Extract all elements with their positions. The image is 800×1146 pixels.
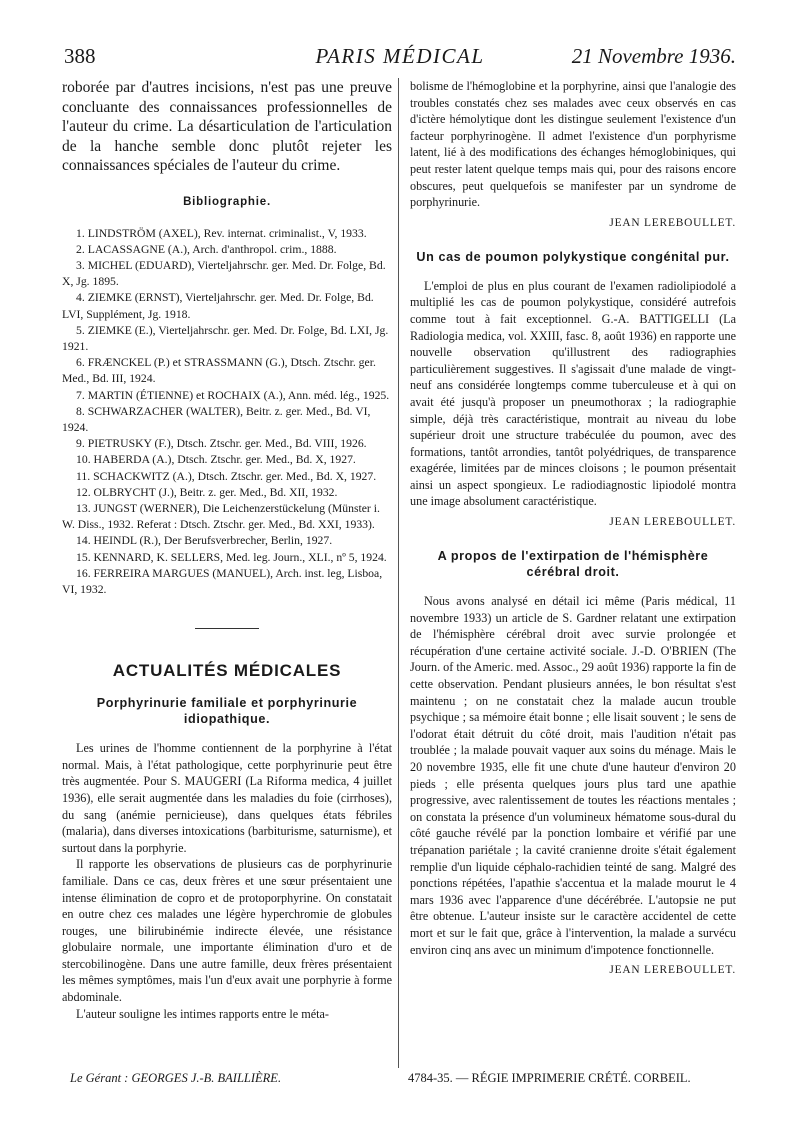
article-paragraph: Nous avons analysé en détail ici même (Paris médical, 11 novembre 1933) un article de S. Gardner relatant une extirpation de l'hémisphère cérébral droit avec survie prolongée et récupération d'une certaine activité sociale. J.-D. O'BRIEN (The Journ. of the Americ. med. Assoc., 29 août 1936) rapporte la fin de cette observation. Pendant plusieurs années, le bon résultat s'est maintenu ; on ne constatait chez la malade aucun trouble psychique ; sa mémoire était bonne ; elle lisait souvent ; le sens de l'odorat était détruit du côté droit, mais l'audition n'était pas troublée ; la malade pouvait vaquer aux soins du ménage. Mais le 20 novembre 1935, elle fit une chute d'une hauteur d'environ 20 pieds ; elle présenta quelques jours plus tard une apathie progressive, avec ralentissement de toutes les réactions mentales ; on constata la présence d'un volumineux hématome sous-dural du côté gauche révélé par la ponction lombaire et vérifié par une trépanation pariétale ; la cavité cranienne droite s'était également remplie d'un liquide céphalo-rachidien teinté de sang. Malgré des ponctions répétées, l'apathie s'accentua et la malade mourut le 4 mars 1936 avec l'apparence d'une décérébrée. L'autopsie ne put être obtenue. L'auteur insiste sur le caractère accidentel de cette mort et sur le fait que, grâce à l'intervention, la malade a survécu environ cinq ans avec un minimum d'impotence fonctionnelle. — [410, 594, 736, 957]
reference-item: 1. LINDSTRÖM (AXEL), Rev. internat. criminalist., V, 1933. — [76, 226, 367, 240]
reference-item: 3. MICHEL (EDUARD), Vierteljahrschr. ger. Med. Dr. Folge, Bd. X, Jg. 1895. — [62, 258, 386, 289]
reference-item: 5. ZIEMKE (E.), Vierteljahrschr. ger. Med. Dr. Folge, Bd. LXI, Jg. 1921. — [62, 323, 389, 353]
issue-date: 21 Novembre 1936. — [571, 44, 736, 68]
reference-item: 8. SCHWARZACHER (WALTER), Beitr. z. ger. Med., Bd. VI, 1924. — [62, 404, 371, 434]
reference-item: 16. FERREIRA MARGUES (MANUEL), Arch. inst. leg, Lisboa, VI, 1932. — [62, 566, 383, 596]
article-title: Porphyrinurie familiale et porphyrinurie idiopathique. — [96, 696, 358, 727]
reference-item: 15. KENNARD, K. SELLERS, Med. leg. Journ., XLI., nº 5, 1924. — [76, 550, 387, 564]
reference-item: 9. PIETRUSKY (F.), Dtsch. Ztschr. ger. Med., Bd. VIII, 1926. — [76, 437, 367, 451]
bibliography-title: Bibliographie. — [183, 195, 271, 208]
reference-item: 13. JUNGST (WERNER), Die Leichenzerstückelung (Münster i. W. Diss., 1932. Referat : Dtsch. Ztschr. ger. Med., Bd. XXI, 1933). — [62, 501, 380, 532]
article-paragraph: L'emploi de plus en plus courant de l'examen radiolipiodolé a multiplié les cas de poumon polykystique, considéré autrefois comme tout à fait exceptionnel. G.-A. BATTIGELLI (La Radiologia medica, vol. XXIII, fasc. 8, août 1936) en rapporte une nouvelle observation qu'illustrent des radiographies particulièrement suggestives. Il s'agissait d'une malade de vingt-neuf ans considérée longtemps comme tuberculeuse et à qui on avait été jusqu'à proposer un pneumothorax ; la radiographie simple, déjà très caractéristique, montrait au niveau du lobe supérieur droit une structure trabéculée du poumon, avec des formations, tantôt arrondies, tantôt polyédriques, de transparence exagérée, limitées par de minces cloisons ; le poumon présentait ainsi un aspect spongieux. Le radiodiagnostic lipiodolé montra une image absolument caractéristique. — [410, 278, 736, 509]
article-title: Un cas de poumon polykystique congénital pur. — [416, 249, 730, 264]
journal-title: PARIS MÉDICAL — [315, 44, 485, 68]
publisher-line: Le Gérant : GEORGES J.-B. BAILLIÈRE. — [70, 1071, 282, 1085]
reference-item: 6. FRÆNCKEL (P.) et STRASSMANN (G.), Dtsch. Ztschr. ger. Med., Bd. III, 1924. — [62, 356, 376, 386]
section-title: ACTUALITÉS MÉDICALES — [112, 661, 342, 681]
author-signature: JEAN LEREBOULLET. — [609, 516, 736, 529]
reference-item: 11. SCHACKWITZ (A.), Dtsch. Ztschr. ger. Med., Bd. X, 1927. — [76, 469, 377, 483]
running-header — [64, 44, 736, 72]
article-continuation: bolisme de l'hémoglobine et la porphyrine, ainsi que l'analogie des troubles constatés chez ses malades avec ceux observés en cas d'ictère hémolytique dont les distingue seulement l'existence d'un facteur porphyrinogène. Il admet l'existence d'un porphyrisme latent, lié à des modifications des échanges hémoglobiniques, qui peut rester latent quelque temps mais qui, pour des raisons encore obscures, peut quelquefois se manifester par un syndrome de porphyrinurie. — [410, 79, 736, 210]
reference-item: 7. MARTIN (ÉTIENNE) et ROCHAIX (A.), Ann. méd. lég., 1925. — [76, 388, 390, 402]
section-separator — [195, 628, 259, 629]
printer-line: 4784-35. — RÉGIE IMPRIMERIE CRÉTÉ. CORBEIL. — [408, 1071, 691, 1085]
left-column — [62, 78, 392, 1022]
right-column — [410, 78, 736, 996]
article-paragraph: Il rapporte les observations de plusieurs cas de porphyrinurie familiale. Dans ce cas, deux frères et une sœur présentaient une intense élimination de copro et de protoporphyrine. On constatait en outre chez ces malades une légère hyperchromie de globules rouges, une bilirubinémie indirecte élevée, une résistance globulaire normale, une importante élimination d'uro et de stercobilinogène. Dans une autre famille, deux frères présentaient les mêmes symptômes, mais l'un d'eux avait une porphyrie à forme abdominale. — [62, 857, 392, 1005]
page-number: 388 — [64, 44, 96, 68]
column-divider — [398, 78, 399, 1068]
lead-paragraph: roborée par d'autres incisions, n'est pas une preuve concluante des connaissances professionnelles de l'auteur du crime. La désarticulation de l'articulation de la hanche semble donc plutôt rejeter les connaissances spéciales de l'auteur du crime. — [62, 79, 392, 174]
reference-item: 10. HABERDA (A.), Dtsch. Ztschr. ger. Med., Bd. X, 1927. — [76, 453, 356, 467]
article-paragraph: L'auteur souligne les intimes rapports entre le méta- — [76, 1006, 329, 1021]
author-signature: JEAN LEREBOULLET. — [609, 964, 736, 977]
reference-item: 12. OLBRYCHT (J.), Beitr. z. ger. Med., Bd. XII, 1932. — [76, 485, 338, 499]
article-paragraph: Les urines de l'homme contiennent de la porphyrine à l'état normal. Mais, à l'état pathologique, cette porphyrinurie peut être très augmentée. Pour S. MAUGERI (La Riforma medica, 4 juillet 1936), elle serait augmentée dans les maladies du foie (cirrhoses), du sang (anémie pernicieuse), dans quelques états fébriles (malaria), dans diverses intoxications (barbiturisme, saturnisme), et surtout dans la porphyrie. — [62, 741, 392, 855]
author-signature: JEAN LEREBOULLET. — [609, 216, 736, 229]
reference-item: 2. LACASSAGNE (A.), Arch. d'anthropol. crim., 1888. — [76, 242, 337, 256]
reference-item: 14. HEINDL (R.), Der Berufsverbrecher, Berlin, 1927. — [76, 534, 333, 548]
article-title: A propos de l'extirpation de l'hémisphère cérébral droit. — [437, 549, 709, 580]
reference-item: 4. ZIEMKE (ERNST), Vierteljahrschr. ger. Med. Dr. Folge, Bd. LVI, Supplément, Jg. 1918. — [62, 291, 374, 321]
reference-list — [62, 226, 392, 599]
